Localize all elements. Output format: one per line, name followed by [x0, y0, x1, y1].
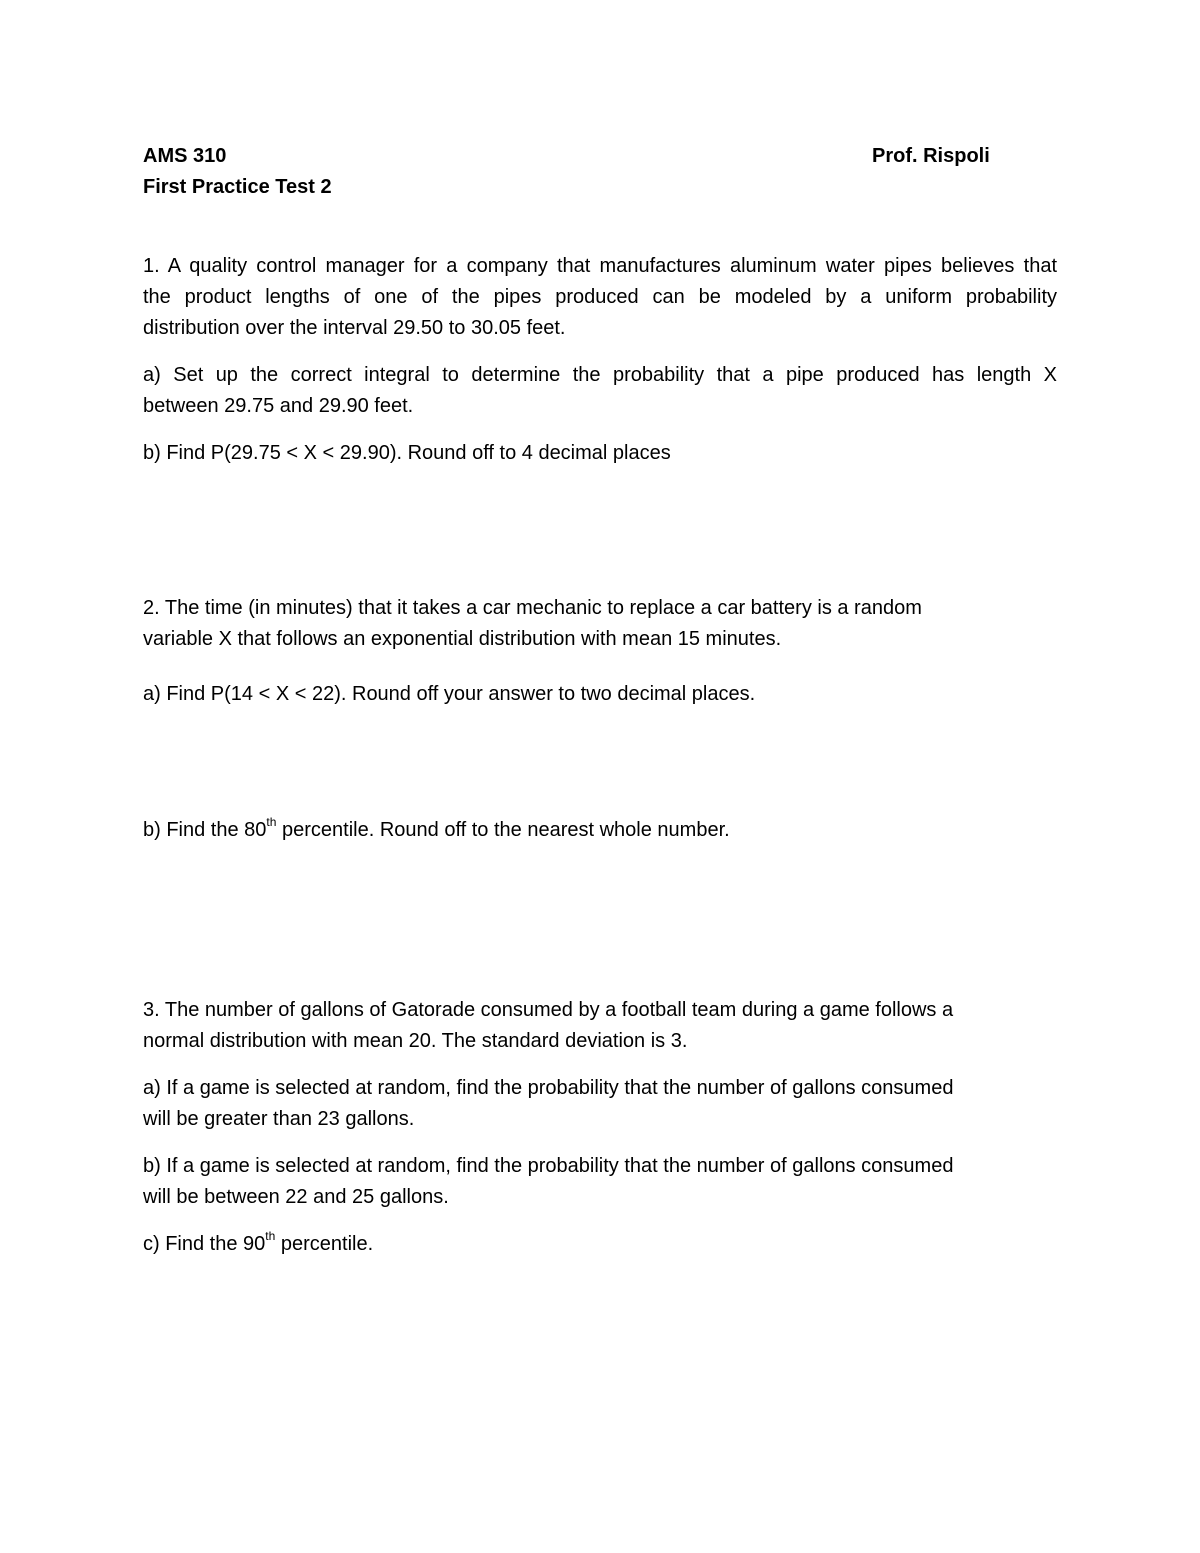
q2-part-b-pre: b) Find the 80	[143, 819, 267, 841]
q1-line-1: 1. A quality control manager for a company that manufactures aluminum water pipes believes that	[143, 255, 1057, 277]
q3-part-c-sup: th	[265, 1229, 276, 1244]
q2-line-1: 2. The time (in minutes) that it takes a car mechanic to replace a car battery is a random	[143, 597, 922, 619]
q2-line-2: variable X that follows an exponential distribution with mean 15 minutes.	[143, 628, 782, 650]
q3-part-c-post: percentile.	[275, 1233, 374, 1255]
q2-part-b-sup: th	[266, 815, 277, 830]
q3-part-a-line-1: a) If a game is selected at random, find the probability that the number of gallons consumed	[143, 1077, 954, 1099]
q3-part-c-pre: c) Find the 90	[143, 1233, 266, 1255]
q3-part-a-line-2: will be greater than 23 gallons.	[143, 1108, 415, 1130]
professor-name: Prof. Rispoli	[872, 145, 990, 167]
q3-part-b-line-2: will be between 22 and 25 gallons.	[143, 1186, 449, 1208]
q3-part-c	[143, 1231, 373, 1257]
test-title: First Practice Test 2	[143, 176, 332, 198]
q2-part-a: a) Find P(14 < X < 22). Round off your answer to two decimal places.	[143, 683, 756, 705]
q1-line-3: distribution over the interval 29.50 to 30.05 feet.	[143, 317, 566, 339]
q2-part-b	[143, 817, 730, 843]
course-code: AMS 310	[143, 145, 227, 167]
q1-part-a-line-1: a) Set up the correct integral to determine the probability that a pipe produced has length X	[143, 364, 1057, 386]
q3-line-2: normal distribution with mean 20. The standard deviation is 3.	[143, 1030, 688, 1052]
q1-part-b: b) Find P(29.75 < X < 29.90). Round off to 4 decimal places	[143, 442, 671, 464]
q2-part-b-post: percentile. Round off to the nearest whole number.	[276, 819, 730, 841]
q1-line-2: the product lengths of one of the pipes produced can be modeled by a uniform probability	[143, 286, 1057, 308]
q1-part-a-line-2: between 29.75 and 29.90 feet.	[143, 395, 414, 417]
q3-part-b-line-1: b) If a game is selected at random, find the probability that the number of gallons consumed	[143, 1155, 954, 1177]
q3-line-1: 3. The number of gallons of Gatorade consumed by a football team during a game follows a	[143, 999, 954, 1021]
